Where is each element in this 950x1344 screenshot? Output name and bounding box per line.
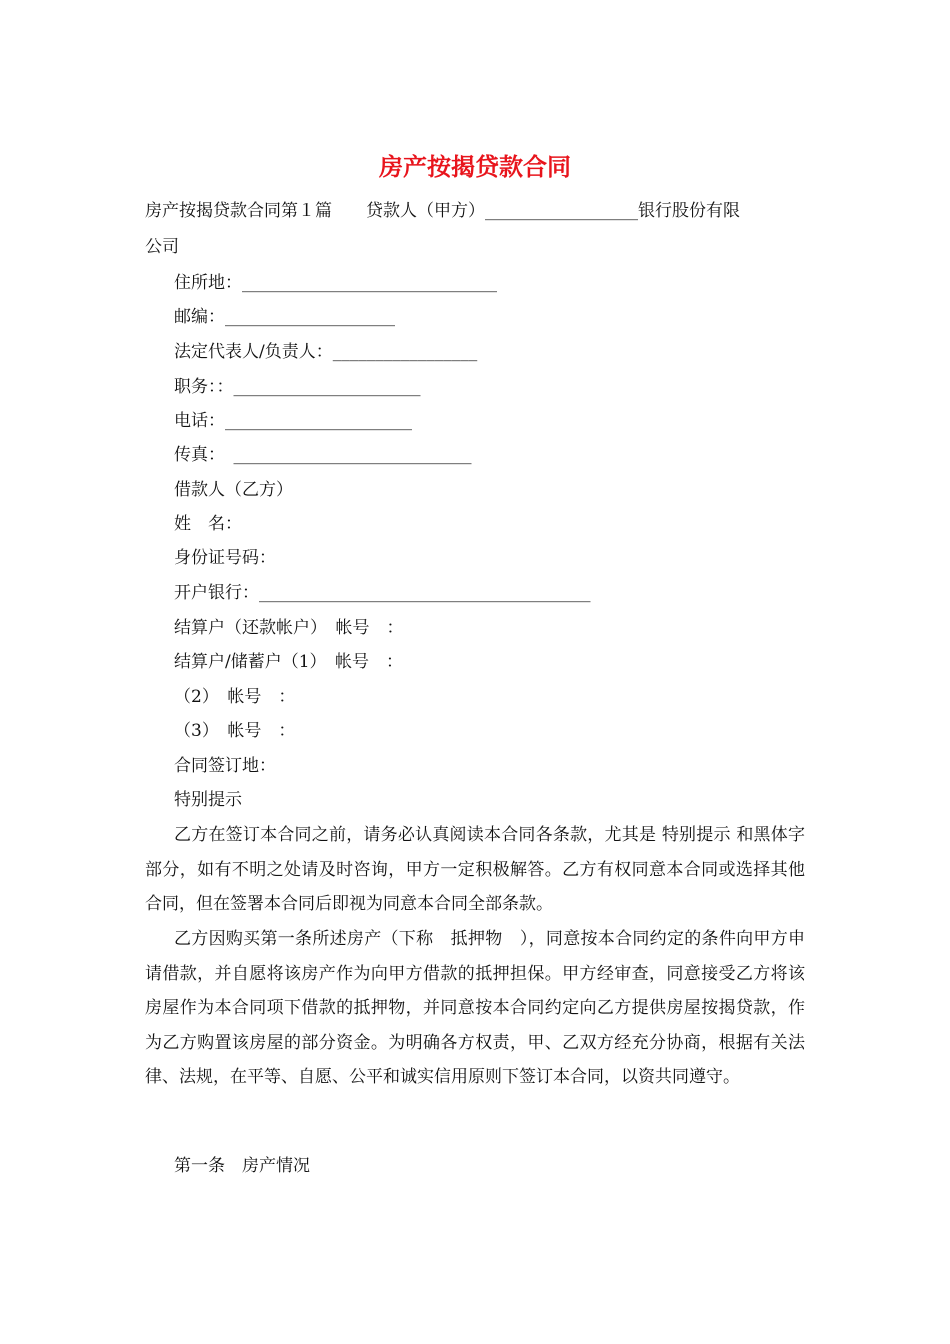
savings-account-1-field: 结算户/储蓄户（1） 帐号 ： [174, 652, 404, 672]
lender-phone-field: 电话：______________________ [174, 411, 412, 431]
settlement-account-field: 结算户（还款帐户） 帐号 ： [174, 618, 404, 638]
savings-account-3-field: （3） 帐号 ： [174, 721, 296, 741]
borrower-id-field: 身份证号码： [174, 548, 276, 568]
borrower-bank-field: 开户银行：_______________________________________ [174, 583, 591, 603]
lender-address-field: 住所地：______________________________ [174, 273, 497, 293]
lender-position-field: 职务：：______________________ [174, 377, 421, 397]
header-line-continued: 公司 [145, 237, 179, 257]
lender-legal-rep-field: 法定代表人/负责人：_________________ [174, 342, 478, 362]
document-title: 房产按揭贷款合同 [379, 152, 571, 181]
purpose-paragraph: 乙方因购买第一条所述房产（下称 抵押物 ），同意按本合同约定的条件向甲方申请借款，并自愿将该房产作为向甲方借款的抵押担保。甲方经审查，同意接受乙方将该房屋作为本合同项下借款的抵押物，并同意按本合同约定向乙方提供房屋按揭贷款，作为乙方购置该房屋的部分资金。为明确各方权责，甲、乙双方经充分协商，根据有关法律、法规，在平等、自愿、公平和诚实信用原则下签订本合同，以资共同遵守。 [145, 929, 805, 1087]
savings-account-2-field: （2） 帐号 ： [174, 687, 296, 707]
borrower-heading: 借款人（乙方） [174, 480, 293, 500]
notice-paragraph: 乙方在签订本合同之前，请务必认真阅读本合同各条款，尤其是 特别提示 和黑体字部分，如有不明之处请及时咨询，甲方一定积极解答。乙方有权同意本合同或选择其他合同，但在签署本合同后即视为同意本合同全部条款。 [145, 825, 805, 914]
borrower-name-field: 姓 名： [174, 514, 242, 534]
header-line: 房产按揭贷款合同第１篇 贷款人（甲方）__________________银行股份有限 [145, 201, 740, 221]
lender-postcode-field: 邮编：____________________ [174, 307, 395, 327]
signing-place-field: 合同签订地： [174, 756, 276, 776]
lender-fax-field: 传真： ____________________________ [174, 445, 472, 465]
article-1-heading: 第一条 房产情况 [174, 1156, 310, 1176]
special-notice-heading: 特别提示 [174, 790, 242, 810]
